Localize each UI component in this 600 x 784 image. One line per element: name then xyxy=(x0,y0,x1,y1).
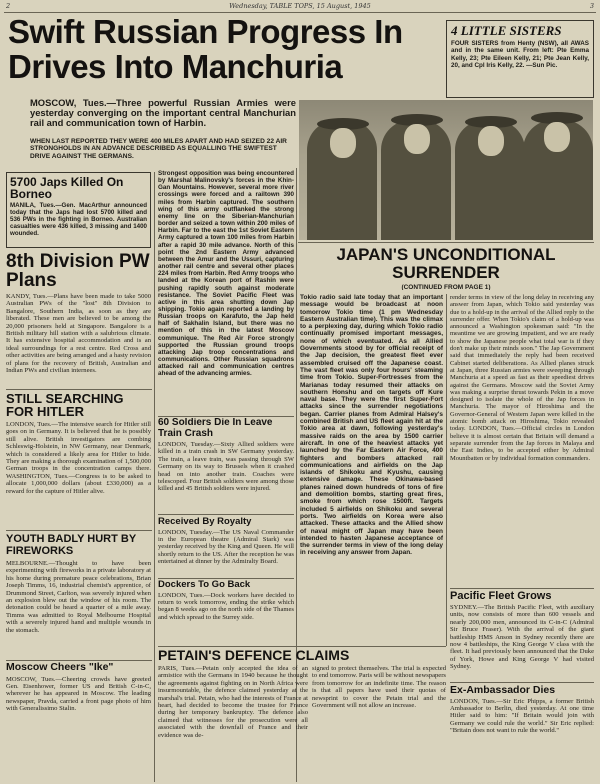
page-number-right: 3 xyxy=(589,2,594,10)
dockers-body: LONDON, Tues.—Dock workers have decided to return to work tomorrow, ending the strike which began 8 weeks ago on the north side of the Thames and which spread to the Surrey side. xyxy=(158,591,294,621)
sisters-headline: 4 LITTLE SISTERS xyxy=(451,23,562,38)
ambassador-body: LONDON, Tues.—Sir Eric Phipps, a former British Ambassador to Berlin, died yesterday. At one time Hitler said to him: "If Britain would join with Germany we could rule the world." Sir Eric replied: "Britain does not want to rule the world." xyxy=(450,697,594,735)
pacific-headline: Pacific Fleet Grows xyxy=(450,591,552,602)
division-body: KANDY, Tues.—Plans have been made to take 5000 Australian PWs of the "lost" 8th Division to Bangalore, Southern India, as soon as they are liberated. These men are believed to be among the 20,000 prisoners held at Singapore. Bangalore is a British military hill station with a salubrious climate. It has extensive hospital accommodation and is an ideal surroundings for a rest centre. Red Cross and other activities are being arranged and a hasty revision of plans for the recovery of British, Australian and Indian PWs and civilian internees. xyxy=(6,293,151,375)
hitler-headline: STILL SEARCHING FOR HITLER xyxy=(6,392,124,419)
pacific-article xyxy=(450,591,594,679)
ike-body: MOSCOW, Tues.—Cheering crowds have greeted Gen. Eisenhower, former US and British C-in-C, wherever he has appeared in Moscow. The leading newspaper, Pravda, carried a front page photo of him with Generalissimo Stalin. xyxy=(6,675,151,713)
soldiers-article xyxy=(158,418,294,512)
russia-headline-block xyxy=(8,14,440,98)
fireworks-headline: YOUTH BADLY HURT BY FIREWORKS xyxy=(6,534,136,557)
sisters-box xyxy=(446,20,594,98)
dockers-article xyxy=(158,580,294,642)
russia-lead: MOSCOW, Tues.—Three powerful Russian Armies were yesterday converging on the important central Manchurian rail and communication town of Harbin. xyxy=(30,98,296,129)
surrender-headline: JAPAN'S UNCONDITIONAL SURRENDER xyxy=(336,246,556,282)
soldiers-headline: 60 Soldiers Die In Leave Train Crash xyxy=(158,418,273,439)
petain-col2: signed to protect themselves. The trial is expected to end tomorrow. Paris will be without newspapers from tomorrow for an indefinite time. The reason is that all papers have used their quotas of newsprint to cover the Petain trial and the Government will not allow an increase. xyxy=(312,665,446,710)
surrender-headline-block xyxy=(298,246,594,290)
dockers-headline: Dockers To Go Back xyxy=(158,580,251,590)
division-headline: 8th Division PW Plans xyxy=(6,252,150,291)
masthead-date: Wednesday, TABLE TOPS, 15 August, 1945 xyxy=(229,2,371,10)
fireworks-body: MELBOURNE.—Thought to have been experimenting with fireworks in a private laboratory at his home during premature peace celebrations, Brian Joseph Timms, 16, industrial chemist's apprentice, of Drummond Street, Carlton, was severely injured when an explosion blew out the window of his room. The detonation could be heard a quarter of a mile away. Timms was admitted to Royal Melbourne Hospital with a severely injured hand and multiple wounds in the stomach. xyxy=(6,560,151,634)
royalty-headline: Received By Royalty xyxy=(158,517,252,527)
hitler-article xyxy=(6,392,151,528)
japs-box xyxy=(6,172,151,248)
surrender-col2: render terms in view of the long delay in receiving any answer from Japan, which Tokio said yesterday was due to a hold-up in the arrival of the Allied reply to the surrender offer. When Tokio's claim of a hold-up was announced a Washington spokesman said: "In the meantime we are growing impatient, and we are ready to show the Japanese people what total war is if they don't make up their minds soon." The Jap Government said that immediately the reply had been received Cabinet started deliberations. As Allied planes struck at Japan, three Russian armies were sweeping through Manchuria at a speed as fast as their speediest drives against the Germans. Moscow said the Soviet Army was making a surprise thrust towards Pekin in a move designed to isolate the whole of the Jap forces in Manchuria. The mayor of Hiroshima and the Governor-General of Western Japan were killed in the atomic bomb attack on Hiroshima, Tokio revealed today. LONDON, Tues.—Official circles in London believe it is almost certain that Britain will demand a separate surrender from the Jap forces in Malaya and the East Indies, to be accepted either by Admiral Mountbatten or by individual formation commanders. xyxy=(450,294,594,462)
royalty-article xyxy=(158,517,294,575)
pacific-body: SYDNEY.—The British Pacific Fleet, with auxiliary units, now consists of more than 600 vessels and nearly 200,000 men, announced its C-in-C (Admiral Sir Bruce Fraser). With the arrival of the giant battleship HMS Anson in Sydney recently there are now 4 battleships, the King George V class with the fleet. It had previously been announced that the Duke of York, Howe and King George V had visited Sydney. xyxy=(450,604,594,671)
soldiers-body: LONDON, Tuesday.—Sixty Allied soldiers were killed in a train crash in SW Germany yesterday. The train, a leave train, was passing through SW Germany on its way to Brussels when it crashed head on into another train. Coaches were telescoped. Four British soldiers were among those killed and 45 British soldiers were injured. xyxy=(158,441,294,493)
ike-article xyxy=(6,662,151,780)
fireworks-article xyxy=(6,534,151,658)
japs-body: MANILA, Tues.—Gen. MacArthur announced today that the Japs had lost 5700 killed and 536 PWs in the fighting in Borneo. Australian casualties were 436 killed, 3 missing and 1400 wounded. xyxy=(10,202,147,238)
russia-body: Strongest opposition was being encountered by Marshal Malinovsky's forces in the Khin-Gan Mountains. However, several more river crossings were forced and a railtown 390 miles from Harbin captured. The southern wing of this army outflanked the strong enemy line on the Siberian-Manchurian border and seized a town within 200 miles of Harbin. Far to the east the 1st Soviet Eastern Army captured a town 100 miles from Harbin after a rapid 30 mile advance. North of this point the 2nd Eastern Army advanced between the Amur and the Ussuri, capturing another rail centre and several other places 224 miles from Harbin. Red Army troops who landed at the Korean port of Rashin were pushing rapidly south against moderate resistance. The Soviet Pacific Fleet was active in this area shutting down Jap shipping. Tokio again reported a landing by Russian troops on Karafuto, the Jap held half of Sakhalin Island, but there was no mention of this in the latest Moscow communique. The Red Air Force strongly supported the Russian ground troops attacking Jap troop concentrations and communications. Other Russian squadrons attacked rail and communication centres ahead of the advancing armies. xyxy=(158,170,294,378)
russia-headline: Swift Russian Progress In Drives Into Manchuria xyxy=(8,14,403,85)
page-number-left: 2 xyxy=(6,2,11,10)
masthead xyxy=(0,0,600,12)
ike-headline: Moscow Cheers "Ike" xyxy=(6,662,114,673)
petain-col1: PARIS, Tues.—Petain only accepted the idea of an armistice with the Germans in 1940 because he thought the agreements against fighting on in North Africa were insurmountable, the defence claimed yesterday at the marshal's trial. Petain, who had the interests of France at heart, had decided to become the trustee for France during her temporary bankruptcy. The defence also claimed that witnesses for the prosecution were all associated with the downfall of France and their evidence was de- xyxy=(158,665,308,739)
ambassador-headline: Ex-Ambassador Dies xyxy=(450,685,556,696)
japs-headline: 5700 Japs Killed On Borneo xyxy=(10,175,124,201)
surrender-continued: (CONTINUED FROM PAGE 1) xyxy=(401,284,491,290)
ambassador-article xyxy=(450,685,594,781)
russia-subhead: WHEN LAST REPORTED THEY WERE 400 MILES APART AND HAD SEIZED 22 AIR STRONGHOLDS IN AN ADVANCE DESCRIBED AS EQUALLING THE SWIFTEST DRIVE AGAINST THE GERMANS. xyxy=(30,138,287,160)
petain-headline: PETAIN'S DEFENCE CLAIMS xyxy=(158,648,350,663)
division-article xyxy=(6,252,151,386)
sisters-caption: FOUR SISTERS from Henty (NSW), all AWAS and in the same unit. From left: Pte Emma Kelly, 23; Pte Eileen Kelly, 21; Pte Jean Kelly, 20, and Cpl Iris Kelly, 22. —Sun Pic. xyxy=(451,40,589,69)
hitler-body: LONDON, Tues.—The intensive search for Hitler still goes on in Germany. It is believed that he is possibly still alive. British investigators are combing Schleswig-Holstein, in NW Germany, near Denmark, which is considered a likely area for Hitler to hide. They are making a thorough examination of 1,500,000 German troops in the concentration camps there. WASHINGTON, Tues.—Congress is to be asked to allocate 1,000,000 dollars (about £330,000) as a reward for the capture of Hitler alive. xyxy=(6,421,151,495)
sisters-photo xyxy=(299,100,593,240)
surrender-col1: Tokio radio said late today that an important message would be broadcast at noon tomorrow Tokio time (1 pm Wednesday Eastern Australian time). This was the climax to a perplexing day, during which Tokio radio continually promised important messages, none of which eventuated. As all Allied Governments stood by for official receipt of the Jap decision, the greatest fleet ever assembled cruised off the Japanese coast. The vast fleet was only four hours' steaming time from Tokio. Super-Fortresses from the Marianas today resumed their attacks on southern Honshu and on targets off Kure naval base. They were the first Super-Fort attacks since the surrender negotiations began. Carrier planes from Admiral Halsey's combined British and US fleet again hit at the Tokio area at dawn, following yesterday's massive raids on the area by 1500 carrier aircraft. In one of the heaviest attacks yet launched by the Far Eastern Air Force, 400 fighters and bombers attacked rail communications and airfields on the Jap islands of Shikoku and Kyushu, causing extensive damage. These Okinawa-based planes rained down hundreds of tons of fire and demolition bombs, starting great fires, smoke from which rose 1500ft. Targets included 5 airfields on Shikoku and several ports. Two airfields on Korea were also attacked. These attacks and the Allied show of naval might off Japan may have been intended to hasten Japanese acceptance of the surrender terms in view of the long delay in receiving any answer from Japan. xyxy=(300,294,443,557)
petain-article xyxy=(158,648,446,782)
royalty-body: LONDON, Tuesday.—The US Naval Commander in the European theatre (Admiral Stark) was yesterday received by the King and Queen. He will shortly return to the US. After the reception he was entertained at dinner by the Admiralty Board. xyxy=(158,528,294,566)
